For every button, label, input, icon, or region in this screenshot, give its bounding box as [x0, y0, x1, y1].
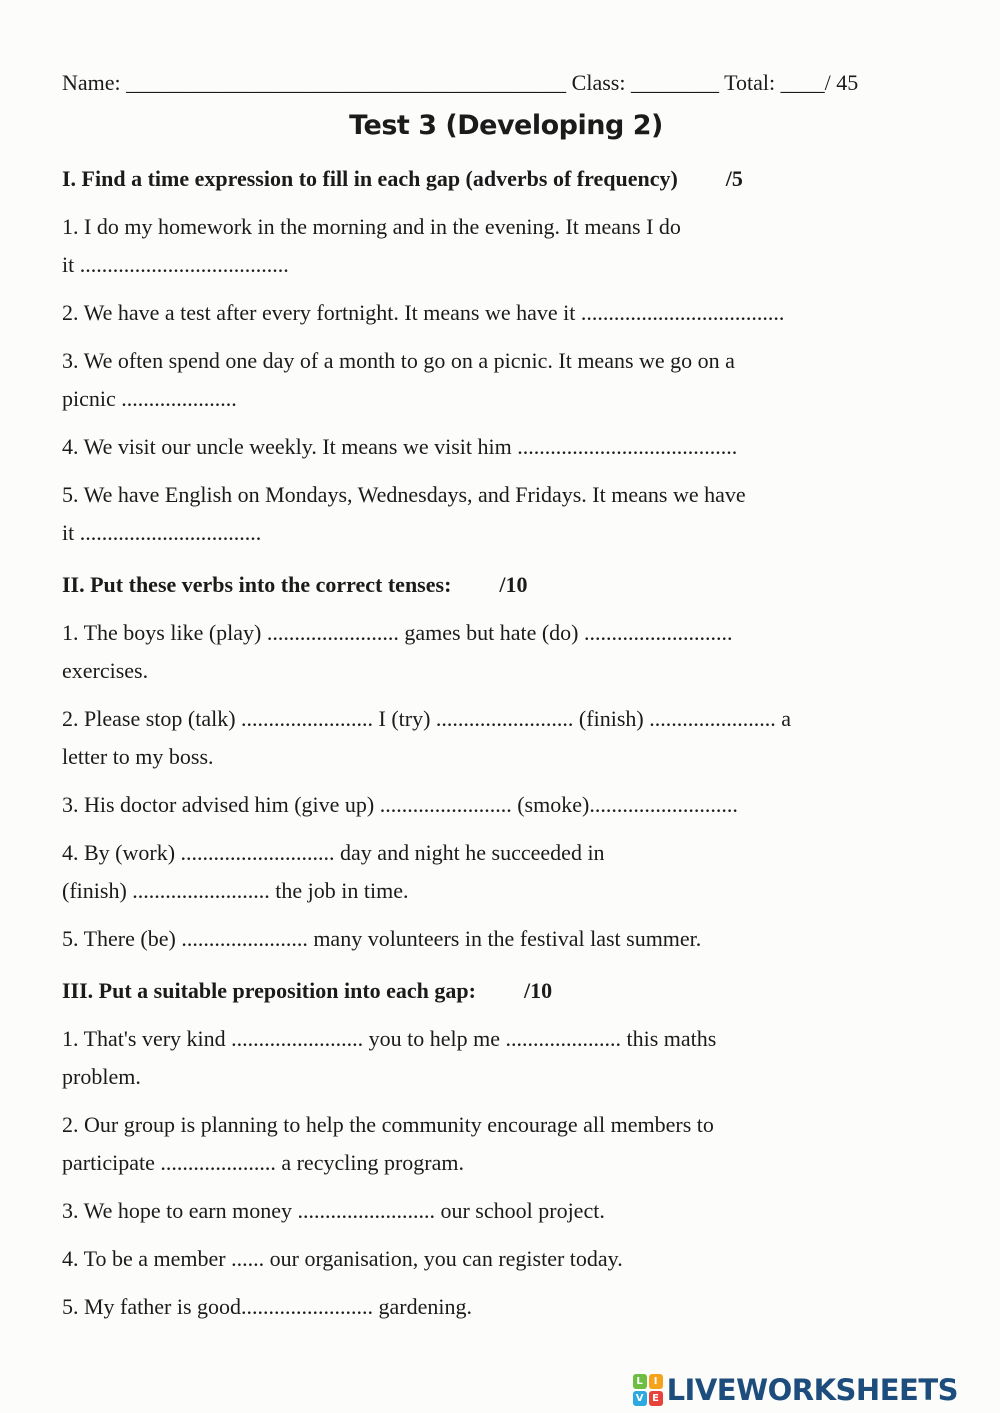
worksheet-item [62, 786, 950, 824]
liveworksheets-grid-icon [633, 1374, 663, 1406]
worksheet-item [62, 428, 950, 466]
section-heading [62, 972, 950, 1010]
class-label: Class: [571, 70, 626, 95]
worksheet-item [62, 834, 950, 910]
item-line: 1. The boys like (play) ........................ games but hate (do) ........................... [62, 620, 733, 645]
worksheet-item [62, 1192, 950, 1230]
worksheet-item [62, 208, 950, 284]
worksheet-item [62, 614, 950, 690]
item-line: problem. [62, 1064, 141, 1089]
section-frequency [62, 160, 950, 552]
name-blank-line: ________________________________________ [126, 70, 567, 95]
item-line: 3. We hope to earn money ......................... our school project. [62, 1198, 605, 1223]
item-line: 4. We visit our uncle weekly. It means we visit him ........................................ [62, 434, 738, 459]
item-line: letter to my boss. [62, 744, 214, 769]
worksheet-item [62, 294, 950, 332]
section-score: /5 [725, 166, 743, 191]
total-max-score: / 45 [824, 70, 859, 95]
item-line: 2. We have a test after every fortnight. It means we have it ..................................... [62, 300, 785, 325]
section-heading-text: II. Put these verbs into the correct tenses: [62, 572, 452, 597]
item-line: 1. That's very kind ........................ you to help me ..................... this maths [62, 1026, 717, 1051]
total-label: Total: [724, 70, 776, 95]
item-line: 5. We have English on Mondays, Wednesdays, and Fridays. It means we have [62, 482, 746, 507]
liveworksheets-wordmark: LIVEWORKSHEETS [666, 1373, 958, 1407]
section-score: /10 [499, 572, 528, 597]
worksheet-item [62, 1240, 950, 1278]
name-label: Name: [62, 70, 121, 95]
total-blank-line: ____ [780, 70, 825, 95]
page-title: Test 3 (Developing 2) [349, 110, 663, 141]
worksheet-item [62, 476, 950, 552]
item-line: 5. My father is good........................ gardening. [62, 1294, 472, 1319]
logo-letter-e: E [649, 1391, 663, 1406]
header-line [62, 64, 950, 102]
item-line: 2. Please stop (talk) ........................ I (try) ......................... (finish) ....................... a [62, 706, 791, 731]
worksheet-item [62, 1106, 950, 1182]
section-heading-text: I. Find a time expression to fill in each gap (adverbs of frequency) [62, 166, 678, 191]
worksheet-item [62, 920, 950, 958]
logo-letter-v: V [633, 1391, 647, 1406]
section-tenses [62, 566, 950, 958]
section-heading-text: III. Put a suitable preposition into each gap: [62, 978, 476, 1003]
liveworksheets-logo[interactable] [633, 1373, 958, 1407]
item-line: 5. There (be) ....................... many volunteers in the festival last summer. [62, 926, 702, 951]
worksheet-item [62, 700, 950, 776]
section-heading [62, 566, 950, 604]
item-line: participate ..................... a recycling program. [62, 1150, 464, 1175]
item-line: 3. We often spend one day of a month to go on a picnic. It means we go on a [62, 348, 735, 373]
item-line: 3. His doctor advised him (give up) ........................ (smoke)........................... [62, 792, 738, 817]
section-prepositions [62, 972, 950, 1326]
item-line: 2. Our group is planning to help the community encourage all members to [62, 1112, 714, 1137]
section-score: /10 [523, 978, 553, 1003]
worksheet-item [62, 342, 950, 418]
item-line: 1. I do my homework in the morning and in the evening. It means I do [62, 214, 681, 239]
item-line: it ................................. [62, 520, 262, 545]
item-line: exercises. [62, 658, 149, 683]
section-heading [62, 160, 950, 198]
worksheet-item [62, 1288, 950, 1326]
item-line: picnic ..................... [62, 386, 237, 411]
item-line: 4. By (work) ............................ day and night he succeeded in [62, 840, 605, 865]
item-line: it ...................................... [62, 252, 289, 277]
item-line: 4. To be a member ...... our organisation, you can register today. [62, 1246, 623, 1271]
logo-letter-i: I [649, 1374, 663, 1389]
item-line: (finish) ......................... the job in time. [62, 878, 409, 903]
worksheet-item [62, 1020, 950, 1096]
class-blank-line: ________ [630, 70, 719, 95]
logo-letter-l: L [633, 1374, 647, 1389]
